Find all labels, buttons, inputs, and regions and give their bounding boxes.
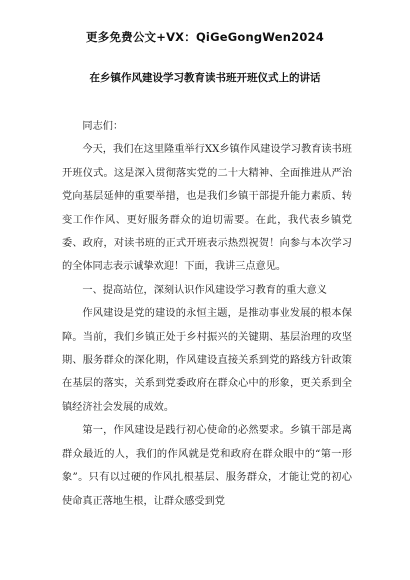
document-body — [62, 115, 352, 513]
paragraph-section-1: 作风建设是党的建设的永恒主题，是推动事业发展的根本保障。当前，我们乡镇正处于乡村振兴的关键期、基层治理的攻坚期、服务群众的深化期，作风建设直接关系到党的路线方针政策在基层的落实，关系到党委政府在群众心中的形象，更关系到全镇经济社会发展的成效。 — [62, 308, 352, 413]
paragraph-point-1: 第一，作风建设是践行初心使命的必然要求。乡镇干部是离群众最近的人，我们的作风就是党和政府在群众眼中的“第一形象”。只有以过硬的作风扎根基层、服务群众，才能让党的初心使命真正落地生根，让群众感受到党 — [62, 425, 352, 507]
salutation: 同志们： — [82, 121, 124, 132]
watermark-header: 更多免费公文+VX：QiGeGongWen2024 — [86, 30, 324, 44]
paragraph-opening: 今天，我们在这里隆重举行XX乡镇作风建设学习教育读书班开班仪式。这是深入贯彻落实党的二十大精神、全面推进从严治党向基层延伸的重要举措，也是我们乡镇干部提升能力素质、转变工作作风、更好服务群众的迫切需要。在此，我代表乡镇党委、政府，对读书班的正式开班表示热烈祝贺！向参与本次学习的全体同志表示诚挚欢迎！下面，我讲三点意见。 — [62, 144, 352, 273]
section-heading-1: 一、提高站位，深刻认识作风建设学习教育的重大意义 — [82, 284, 327, 296]
document-title: 在乡镇作风建设学习教育读书班开班仪式上的讲话 — [89, 72, 321, 84]
